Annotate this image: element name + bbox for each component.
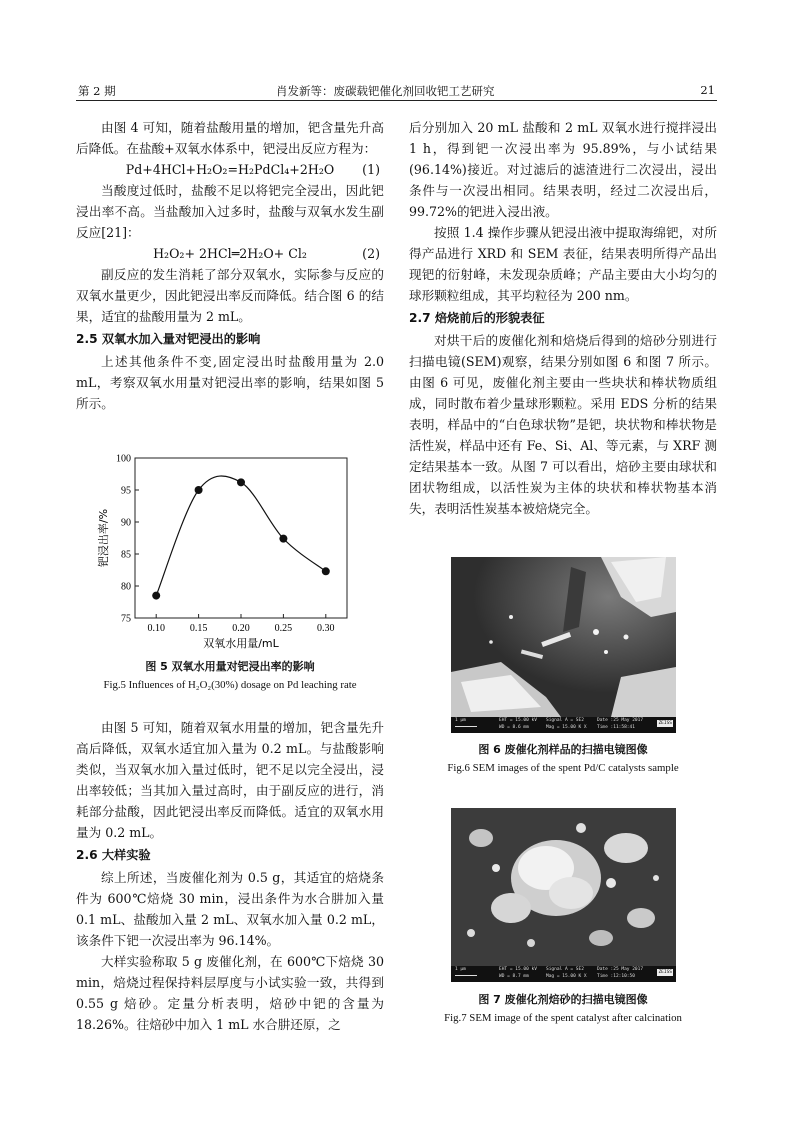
mag-value: Mag = 15.00 K X (546, 725, 587, 730)
equation-text: Pd+4HCl+H₂O₂=H₂PdCl₄+2H₂O (125, 162, 335, 177)
paragraph: 副反应的发生消耗了部分双氧水，实际参与反应的双氧水量更少，因此钯浸出率反而降低。结合图 6 的结果，适宜的盐酸用量为 2 mL。 (76, 267, 384, 324)
paragraph: 后分别加入 20 mL 盐酸和 2 mL 双氧水进行搅拌浸出 1 h，得到钯一次浸出率为 95.89%，与小试结果(96.14%)接近。对过滤后的滤渣进行二次浸出，浸出条件与一次浸出相同。结果表明，经过二次浸出后，99.72%的钯进入浸出液。 (409, 120, 717, 219)
equation-2 (76, 243, 384, 264)
eht-value: EHT = 15.00 kV (499, 718, 537, 723)
section-heading: 2.7 焙烧前后的形貌表征 (409, 311, 545, 325)
paragraph: 当酸度过低时，盐酸不足以将钯完全浸出，因此钯浸出率不高。当盐酸加入过多时，盐酸与双氧水发生副反应[21]： (76, 183, 384, 240)
zeiss-logo: ZEISS (658, 970, 672, 975)
data-point (279, 535, 287, 543)
x-tick-label: 0.15 (189, 623, 208, 634)
page-number: 21 (700, 83, 715, 97)
date-value: Date :25 May 2017 (597, 967, 644, 972)
data-point (237, 478, 245, 486)
paragraph: 上述其他条件不变,固定浸出时盐酸用量为 2.0 mL，考察双氧水用量对钯浸出率的影响，结果如图 5 所示。 (76, 354, 384, 411)
fit-curve (156, 476, 326, 596)
scale-label: 1 μm (455, 718, 466, 723)
x-tick-label: 0.20 (232, 623, 250, 634)
mag-value: Mag = 15.00 K X (546, 974, 587, 979)
paragraph: 大样实验称取 5 g 废催化剂，在 600℃下焙烧 30 min，焙烧过程保持料层厚度与小试实验一致，共得到 0.55 g 焙砂。定量分析表明，焙砂中钯的含量为 18.26%。往焙砂中加入 1 mL 水合肼还原，之 (76, 954, 384, 1032)
time-value: Time :11:58:41 (597, 725, 635, 730)
scale-label: 1 μm (455, 967, 466, 972)
paragraph: 按照 1.4 操作步骤从钯浸出液中提取海绵钯，对所得产品进行 XRD 和 SEM 表征，结果表明所得产品出现钯的衍射峰，未发现杂质峰；产品主要由大小均匀的球形颗粒组成，其平均粒径为 200 nm。 (409, 225, 717, 303)
scale-bar (455, 975, 477, 976)
running-title: 肖发新等：废碳载钯催化剂回收钯工艺研究 (276, 84, 495, 98)
x-axis-label: 双氧水用量/mL (203, 637, 279, 650)
fig7-sem-image (451, 808, 676, 982)
fig5-caption-cn: 图 5 双氧水用量对钯浸出率的影响 (145, 660, 315, 673)
y-tick-label: 80 (121, 581, 131, 593)
paragraph: 综上所述，当废催化剂为 0.5 g，其适宜的焙烧条件为 600℃焙烧 30 min，浸出条件为水合肼加入量 0.1 mL、盐酸加入量 2 mL、双氧水加入量 0.2 mL，该条件下钯一次浸出率为 96.14%。 (76, 870, 384, 948)
signal-value: Signal A = SE2 (546, 718, 584, 723)
equation-text: H₂O₂+ 2HCl═2H₂O+ Cl₂ (153, 246, 307, 261)
right-column (409, 117, 717, 519)
issue-number: 第 2 期 (78, 84, 116, 98)
y-tick-label: 85 (121, 549, 131, 561)
section-heading: 2.6 大样实验 (76, 848, 151, 862)
scale-bar (455, 726, 477, 727)
equation-number: (2) (362, 246, 380, 261)
fig7-caption-en: Fig.7 SEM image of the spent catalyst after calcination (444, 1012, 682, 1024)
fig6-caption-en: Fig.6 SEM images of the spent Pd/C catalysts sample (447, 762, 679, 774)
date-value: Date :25 May 2017 (597, 718, 644, 723)
equation-number: (1) (362, 162, 380, 177)
wd-value: WD = 8.6 mm (499, 725, 529, 730)
y-tick-label: 95 (121, 485, 131, 497)
time-value: Time :12:10:50 (597, 974, 635, 979)
signal-value: Signal A = SE2 (546, 967, 584, 972)
y-tick-label: 90 (121, 517, 131, 529)
sem-micrograph (451, 808, 676, 966)
section-heading: 2.5 双氧水加入量对钯浸出的影响 (76, 332, 261, 346)
left-column-lower (76, 717, 384, 1035)
zeiss-logo: ZEISS (658, 721, 672, 726)
equation-1 (76, 159, 384, 180)
data-point (322, 567, 330, 575)
fig6-sem-image (451, 557, 676, 733)
fig6-caption-cn: 图 6 废催化剂样品的扫描电镜图像 (478, 743, 648, 756)
fig7-caption-cn: 图 7 废催化剂焙砂的扫描电镜图像 (478, 993, 648, 1006)
y-axis-label: 钯浸出率/% (97, 508, 110, 568)
sem-info-bar (451, 717, 676, 733)
sem-micrograph (451, 557, 676, 717)
left-column (76, 117, 384, 414)
running-header (76, 82, 717, 101)
paragraph: 对烘干后的废催化剂和焙烧后得到的焙砂分别进行扫描电镜(SEM)观察，结果分别如图 6 和图 7 所示。由图 6 可见，废催化剂主要由一些块状和棒状物质组成，同时散布着少量球形颗粒。采用 EDS 分析的结果表明，样品中的“白色球状物”是钯，块状物和棒状物是活性炭，样品中还有 Fe、Si、Al、等元素，与 XRF 测定结果基本一致。从图 7 可以看出，焙砂主要由球状和团状物组成，以活性炭为主体的块状和棒状物基本消失，表明活性炭基本被焙烧完全。 (409, 333, 717, 516)
x-tick-label: 0.25 (274, 623, 293, 634)
fig5-caption-en: Fig.5 Influences of H₂O₂(30%) dosage on Pd leaching rate (103, 679, 357, 691)
x-tick-label: 0.10 (147, 623, 165, 634)
y-tick-label: 100 (116, 453, 131, 465)
data-point (195, 486, 203, 494)
paragraph: 由图 4 可知，随着盐酸用量的增加，钯含量先升高后降低。在盐酸+双氧水体系中，钯浸出反应方程为： (76, 120, 384, 156)
wd-value: WD = 8.7 mm (499, 974, 529, 979)
paragraph: 由图 5 可知，随着双氧水用量的增加，钯含量先升高后降低，双氧水适宜加入量为 0.2 mL。与盐酸影响类似，当双氧水加入量过低时，钯不足以完全浸出，浸出率较低；当其加入量过高时，由于副反应的进行，消耗部分盐酸，因此钯浸出率反而降低。适宜的双氧水用量为 0.2 mL。 (76, 720, 384, 840)
data-point (152, 592, 160, 600)
x-tick-label: 0.30 (317, 623, 335, 634)
fig5-chart (95, 448, 365, 653)
eht-value: EHT = 15.00 kV (499, 967, 537, 972)
y-tick-label: 75 (121, 613, 131, 625)
sem-info-bar (451, 966, 676, 982)
